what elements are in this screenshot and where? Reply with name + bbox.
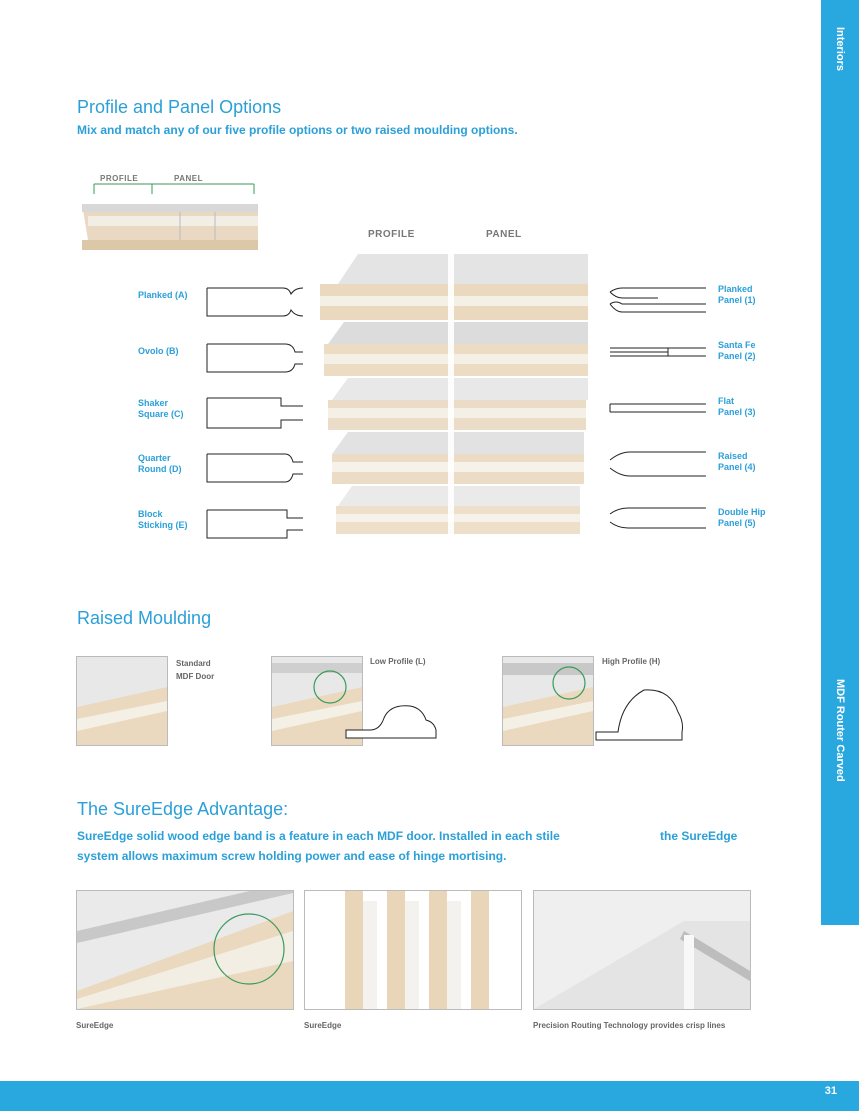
profile-label-a: Planked (A) <box>138 290 188 300</box>
section-title-raised-moulding: Raised Moulding <box>77 608 212 628</box>
sidebar-label-interiors: Interiors <box>834 26 846 71</box>
panel-outline-drawings <box>608 282 708 542</box>
panel-label-3: Flat Panel (3) <box>718 396 756 417</box>
caption-precision-routing: Precision Routing Technology provides crisp lines <box>533 1021 726 1030</box>
section-subtitle-profile-panel: Mix and match any of our five profile options or two raised moulding options. <box>77 123 518 137</box>
profile-label-e: Block Sticking (E) <box>138 509 188 530</box>
standard-mdf-door-label: Standard MDF Door <box>176 659 215 681</box>
big-profile-label: PROFILE <box>368 229 415 240</box>
sureedge-description-line1a: SureEdge solid wood edge band is a feature in each MDF door. Installed in each stile <box>77 829 560 843</box>
profile-label-d: Quarter Round (D) <box>138 453 182 474</box>
high-profile-label: High Profile (H) <box>602 657 661 666</box>
sureedge-photo-2 <box>304 890 522 1010</box>
profile-label-b: Ovolo (B) <box>138 346 179 356</box>
high-profile-moulding-image <box>502 656 594 746</box>
sidebar-label-mdf: MDF Router Carved <box>834 678 846 782</box>
panel-label-4: Raised Panel (4) <box>718 451 756 472</box>
caption-sureedge-2: SureEdge <box>304 1021 342 1030</box>
sureedge-photo-3 <box>533 890 751 1010</box>
sureedge-description-line2: system allows maximum screw holding power and ease of hinge mortising. <box>77 849 507 863</box>
low-profile-label: Low Profile (L) <box>370 657 426 666</box>
section-title-profile-panel: Profile and Panel Options <box>77 97 282 117</box>
caption-sureedge-1: SureEdge <box>76 1021 114 1030</box>
footer-bar <box>0 1081 859 1111</box>
section-title-sureedge: The SureEdge Advantage: <box>77 799 289 819</box>
high-profile-outline <box>594 682 690 742</box>
standard-mdf-door-image <box>76 656 168 746</box>
small-panel-label: PANEL <box>174 174 204 183</box>
small-profile-label: PROFILE <box>100 174 139 183</box>
sureedge-description-line1b: the SureEdge <box>660 829 738 843</box>
sample-door-edge-image <box>80 172 260 262</box>
panel-label-2: Santa Fe Panel (2) <box>718 340 756 361</box>
page-number: 31 <box>824 1085 837 1097</box>
panel-label-1: Planked Panel (1) <box>718 284 756 305</box>
profile-outline-drawings <box>205 282 305 542</box>
sureedge-photo-1 <box>76 890 294 1010</box>
stacked-samples-image <box>318 244 590 544</box>
profile-label-c: Shaker Square (C) <box>138 398 184 419</box>
big-panel-label: PANEL <box>486 229 522 240</box>
low-profile-outline <box>344 692 440 740</box>
sidebar-tab <box>821 0 859 925</box>
panel-label-5: Double Hip Panel (5) <box>718 507 766 528</box>
